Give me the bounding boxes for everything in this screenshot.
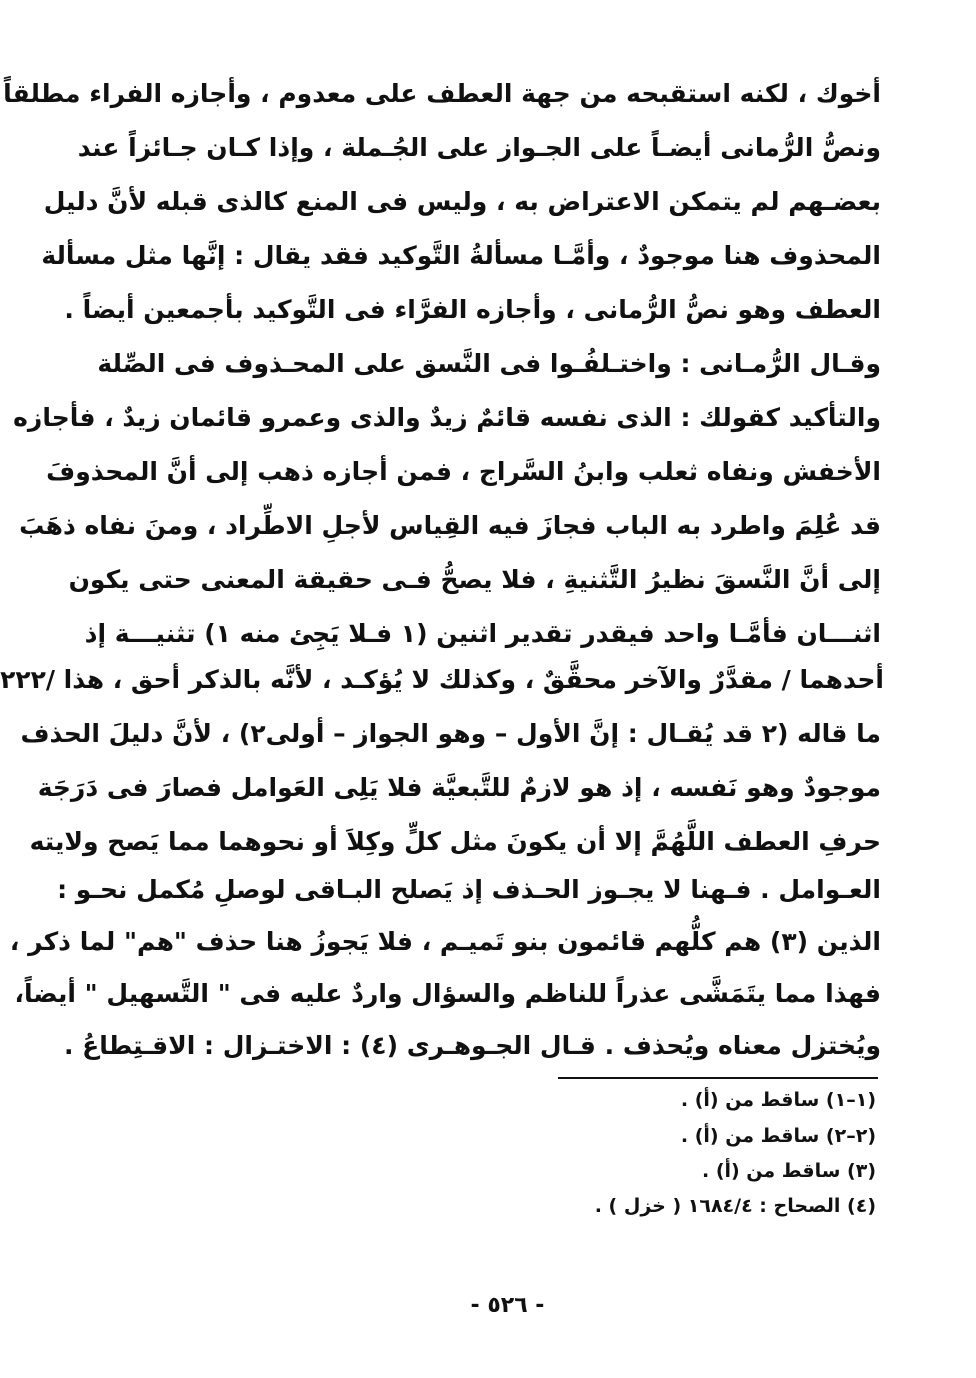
body-line: فهذا مما يتَمَشَّى عذراً للناظم والسؤال واردٌ عليه فى " التَّسهيل " أيضاً،	[14, 979, 881, 1008]
body-line: قد عُلِمَ واطرد به الباب فجازَ فيه القِياس لأجلِ الاطِّراد ، ومنَ نفاه ذهَبَ	[19, 511, 881, 540]
body-line: ما قاله (٢ قد يُقـال : إنَّ الأول – وهو الجواز – أولى٢) ، لأنَّ دليلَ الحذف	[20, 719, 881, 748]
body-line: المحذوف هنا موجودٌ ، وأمَّـا مسألةُ التَّوكيد فقد يقال : إنَّها مثل مسألة	[41, 241, 881, 270]
body-line: الأخفش ونفاه ثعلب وابنُ السَّراج ، فمن أجازه ذهب إلى أنَّ المحذوفَ	[46, 457, 881, 486]
body-line: والتأكيد كقولك : الذى نفسه قائمٌ زيدٌ والذى وعمرو قائمان زيدٌ ، فأجازه	[13, 403, 881, 432]
footnote: (٢–٢) ساقط من (أ) .	[680, 1125, 876, 1147]
footnote-separator	[558, 1077, 878, 1079]
page-number: - ٥٢٦ -	[470, 1293, 545, 1318]
body-line: أحدهما / مقدَّرٌ والآخر محقَّقٌ ، وكذلك لا يُؤكـد ، لأنَّه بالذكر أحق ، هذا /٢٢٢	[0, 665, 884, 694]
body-line: الذين (٣) هم كلُّهم قائمون بنو تَميـم ، فلا يَجوزُ هنا حذف "هم" لما ذكر ،	[9, 927, 881, 956]
body-line: وقـال الرُّمـانى : واختـلفُـوا فى النَّسق على المحـذوف فى الصِّلة	[97, 349, 881, 378]
body-line: العطف وهو نصُّ الرُّمانى ، وأجازه الفرَّاء فى التَّوكيد بأجمعين أيضاً .	[64, 295, 881, 324]
footnote: (٤) الصحاح : ١٦٨٤/٤ ( خزل ) .	[594, 1195, 876, 1217]
body-line: إلى أنَّ النَّسقَ نظيرُ التَّثنيةِ ، فلا يصحُّ فـى حقيقة المعنى حتى يكون	[68, 565, 881, 594]
body-line: اثنـــان فأمَّـا واحد فيقدر تقدير اثنين (١ فـلا يَجِئ منه ١) تثنيـــة إذ	[84, 619, 881, 648]
body-line: ونصُّ الرُّمانى أيضـاً على الجـواز على الجُـملة ، وإذا كـان جـائزاً عند	[77, 133, 881, 162]
footnote: (٣) ساقط من (أ) .	[701, 1160, 876, 1182]
body-line: موجودٌ وهو نَفسه ، إذ هو لازمٌ للتَّبعيَّة فلا يَلِى العَوامل فصارَ فى دَرَجَة	[37, 773, 881, 802]
body-line: ويُختزل معناه ويُحذف . قـال الجـوهـرى (٤) : الاختـزال : الاقـتِطاعُ .	[63, 1031, 881, 1060]
body-line: بعضـهم لم يتمكن الاعتراض به ، وليس فى المنع كالذى قبله لأنَّ دليل	[43, 187, 881, 216]
footnote: (١–١) ساقط من (أ) .	[680, 1089, 876, 1111]
body-line: أخوك ، لكنه استقبحه من جهة العطف على معدوم ، وأجازه الفراء مطلقاً	[3, 79, 881, 108]
body-line: العـوامل . فـهنا لا يجـوز الحـذف إذ يَصلح البـاقى لوصلِ مُكمل نحـو :	[57, 875, 881, 904]
body-line: حرفِ العطف اللَّهُمَّ إلا أن يكونَ مثل كلٍّ وكِلاَ أو نحوهما مما يَصح ولايته	[29, 827, 881, 856]
